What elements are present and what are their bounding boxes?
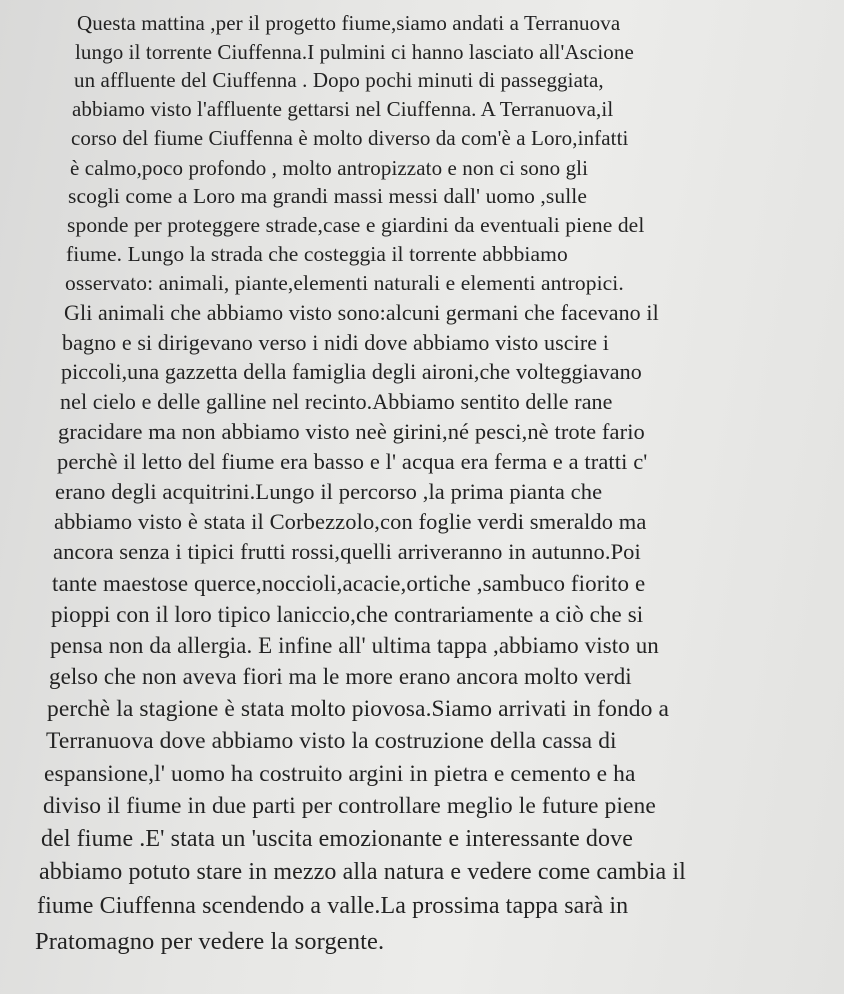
text-line: osservato: animali, piante,elementi naturali e elementi antropici. [65, 271, 624, 295]
text-line: bagno e si dirigevano verso i nidi dove abbiamo visto uscire i [62, 330, 609, 355]
text-line: Terranuova dove abbiamo visto la costruzione della cassa di [46, 728, 617, 754]
text-line: erano degli acquitrini.Lungo il percorso ,la prima pianta che [55, 479, 603, 504]
text-line: tante maestose querce,noccioli,acacie,ortiche ,sambuco fiorito e [52, 571, 646, 596]
text-line: perchè il letto del fiume era basso e l' acqua era ferma e a tratti c' [57, 449, 648, 474]
text-line: Pratomagno per vedere la sorgente. [35, 928, 385, 955]
text-line: espansione,l' uomo ha costruito argini in pietra e cemento e ha [44, 761, 636, 787]
text-line: gelso che non aveva fiori ma le more erano ancora molto verdi [49, 664, 632, 689]
text-line: fiume Ciuffenna scendendo a valle.La prossima tappa sarà in [37, 893, 629, 919]
text-line: un affluente del Ciuffenna . Dopo pochi minuti di passeggiata, [74, 68, 604, 92]
text-line: lungo il torrente Ciuffenna.I pulmini ci hanno lasciato all'Ascione [75, 40, 634, 64]
text-line: scogli come a Loro ma grandi massi messi dall' uomo ,sulle [68, 184, 588, 208]
text-line: è calmo,poco profondo , molto antropizzato e non ci sono gli [70, 156, 589, 180]
text-line: Questa mattina ,per il progetto fiume,siamo andati a Terranuova [77, 11, 621, 35]
text-line: nel cielo e delle galline nel recinto.Abbiamo sentito delle rane [60, 389, 613, 414]
text-line: pensa non da allergia. E infine all' ultima tappa ,abbiamo visto un [50, 633, 659, 658]
text-line: piccoli,una gazzetta della famiglia degli aironi,che volteggiavano [61, 359, 642, 384]
text-line: corso del fiume Ciuffenna è molto diverso da com'è a Loro,infatti [71, 126, 629, 150]
text-line: abbiamo visto è stata il Corbezzolo,con foglie verdi smeraldo ma [54, 509, 647, 534]
text-line: gracidare ma non abbiamo visto neè girini,né pesci,nè trote fario [58, 419, 645, 444]
text-line: abbiamo potuto stare in mezzo alla natura e vedere come cambia il [39, 859, 686, 885]
text-line: fiume. Lungo la strada che costeggia il torrente abbbiamo [66, 242, 568, 266]
text-line: abbiamo visto l'affluente gettarsi nel Ciuffenna. A Terranuova,il [72, 97, 614, 121]
text-line: del fiume .E' stata un 'uscita emozionante e interessante dove [41, 826, 633, 852]
text-line: diviso il fiume in due parti per controllare meglio le future piene [43, 793, 656, 819]
text-line: Gli animali che abbiamo visto sono:alcuni germani che facevano il [64, 300, 659, 325]
text-line: perchè la stagione è stata molto piovosa.Siamo arrivati in fondo a [47, 696, 669, 722]
text-line: sponde per proteggere strade,case e giardini da eventuali piene del [67, 213, 645, 237]
text-line: pioppi con il loro tipico laniccio,che contrariamente a ciò che si [51, 602, 644, 627]
text-line: ancora senza i tipici frutti rossi,quelli arriveranno in autunno.Poi [53, 539, 641, 564]
